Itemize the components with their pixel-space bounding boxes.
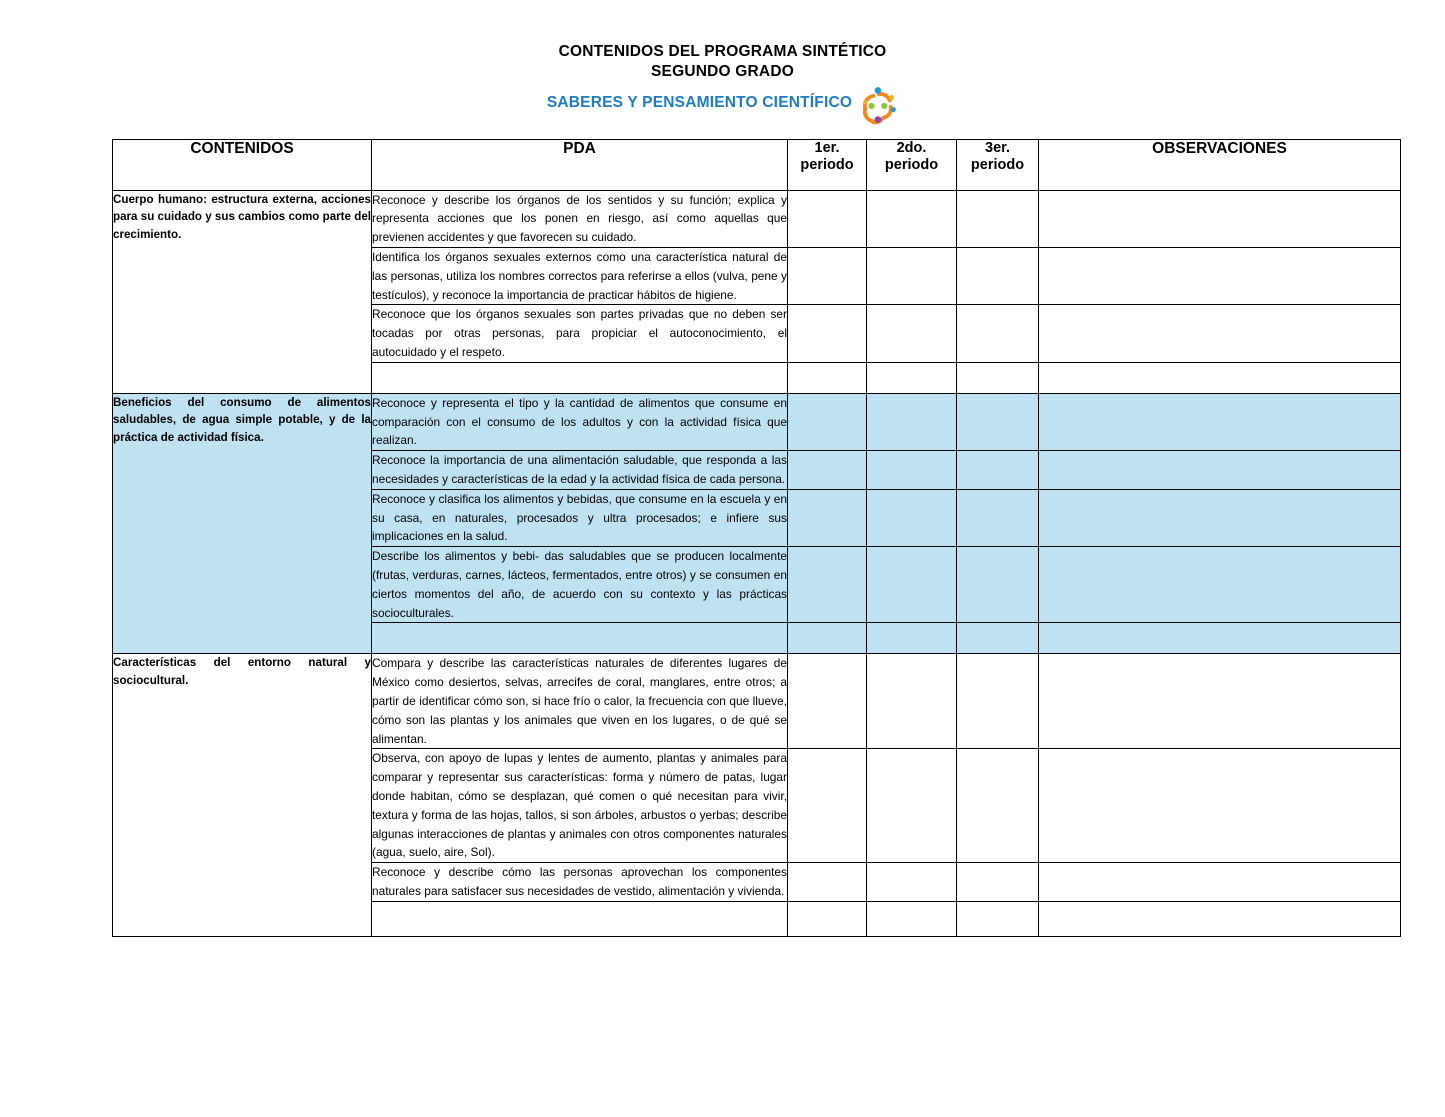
periodo-1-cell[interactable] (788, 863, 867, 902)
periodo-2-cell[interactable] (867, 393, 957, 450)
table-header (113, 139, 1401, 190)
column-header-contenidos: CONTENIDOS (113, 139, 372, 190)
column-header-periodo-3 (957, 139, 1039, 190)
table-row (113, 654, 1401, 749)
periodo-3-cell[interactable] (957, 749, 1039, 863)
contenido-cell: Características del entorno natural y sociocultural. (113, 654, 372, 936)
table-header-row (113, 139, 1401, 190)
observaciones-cell[interactable] (1039, 190, 1401, 247)
periodo-2-cell[interactable] (867, 248, 957, 305)
pda-cell: Reconoce la importancia de una alimentación saludable, que responda a las necesidades y características de la edad y la actividad física de cada persona. (372, 451, 788, 490)
periodo-2-cell[interactable] (867, 863, 957, 902)
column-header-periodo-2 (867, 139, 957, 190)
periodo-3-cell[interactable] (957, 654, 1039, 749)
column-header-observaciones: OBSERVACIONES (1039, 139, 1401, 190)
periodo-1-cell[interactable] (788, 654, 867, 749)
periodo-2-cell[interactable] (867, 489, 957, 546)
column-header-periodo-1 (788, 139, 867, 190)
observaciones-cell[interactable] (1039, 489, 1401, 546)
periodo-1-cell[interactable] (788, 623, 867, 654)
pda-cell: Identifica los órganos sexuales externos como una característica natural de las personas, utiliza los nombres correctos para referirse a ellos (vulva, pene y testículos), y reconoce la importancia de practicar hábitos de higiene. (372, 248, 788, 305)
table-row (113, 190, 1401, 247)
observaciones-cell[interactable] (1039, 393, 1401, 450)
periodo-2-cell[interactable] (867, 190, 957, 247)
pda-cell-empty (372, 901, 788, 936)
periodo-3-cell[interactable] (957, 489, 1039, 546)
document-title-line1: CONTENIDOS DEL PROGRAMA SINTÉTICO (558, 43, 887, 60)
periodo-2-cell[interactable] (867, 451, 957, 490)
periodo-2-cell[interactable] (867, 654, 957, 749)
pda-cell: Describe los alimentos y bebi- das saludables que se producen localmente (frutas, verduras, carnes, lácteos, fermentados, entre otros) y se consumen en ciertos momentos del año, de acuerdo con su contexto y las prácticas socioculturales. (372, 547, 788, 623)
periodo-1-cell[interactable] (788, 489, 867, 546)
pda-cell-empty (372, 623, 788, 654)
document-header (0, 0, 1445, 123)
pda-cell: Reconoce que los órganos sexuales son partes privadas que no deben ser tocadas por otras personas, para propiciar el autoconocimiento, el autocuidado y el respeto. (372, 305, 788, 362)
periodo-3-cell[interactable] (957, 863, 1039, 902)
observaciones-cell[interactable] (1039, 248, 1401, 305)
periodo-1-cell[interactable] (788, 248, 867, 305)
pda-cell: Reconoce y clasifica los alimentos y bebidas, que consume en la escuela y en su casa, en naturales, procesados y ultra procesados; e infiere sus implicaciones en la salud. (372, 489, 788, 546)
periodo-1-line1: 1er. (814, 139, 840, 156)
periodo-3-cell[interactable] (957, 362, 1039, 393)
document-subject-row (0, 83, 1445, 123)
periodo-1-cell[interactable] (788, 451, 867, 490)
contents-table (112, 139, 1401, 937)
periodo-2-line2: periodo (884, 156, 939, 173)
document-subject-title: SABERES Y PENSAMIENTO CIENTÍFICO (546, 93, 853, 111)
periodo-2-cell[interactable] (867, 305, 957, 362)
periodo-1-cell[interactable] (788, 901, 867, 936)
periodo-1-cell[interactable] (788, 305, 867, 362)
people-circle-logo-icon (856, 85, 898, 125)
periodo-1-cell[interactable] (788, 749, 867, 863)
periodo-3-cell[interactable] (957, 547, 1039, 623)
pda-cell: Observa, con apoyo de lupas y lentes de aumento, plantas y animales para comparar y representar sus características: forma y número de patas, lugar donde habitan, cómo se desplazan, qué comen o qué necesitan para vivir, textura y forma de las hojas, tallos, si son árboles, arbustos o yerbas; describe algunas interacciones de plantas y animales con otros componentes naturales (agua, suelo, aire, Sol). (372, 749, 788, 863)
document-title-line2: SEGUNDO GRADO (651, 62, 794, 80)
periodo-3-cell[interactable] (957, 190, 1039, 247)
pda-cell: Reconoce y describe los órganos de los sentidos y su función; explica y representa acciones que los ponen en riesgo, así como aquellas que previenen accidentes y que favorecen su cuidado. (372, 190, 788, 247)
pda-cell: Reconoce y representa el tipo y la cantidad de alimentos que consume en comparación con el consumo de los adultos y con la actividad física que realizan. (372, 393, 788, 450)
contenido-cell: Cuerpo humano: estructura externa, acciones para su cuidado y sus cambios como parte del crecimiento. (113, 190, 372, 393)
periodo-1-cell[interactable] (788, 190, 867, 247)
periodo-1-cell[interactable] (788, 393, 867, 450)
periodo-3-cell[interactable] (957, 901, 1039, 936)
observaciones-cell[interactable] (1039, 451, 1401, 490)
periodo-2-cell[interactable] (867, 362, 957, 393)
periodo-3-cell[interactable] (957, 393, 1039, 450)
contenido-cell: Beneficios del consumo de alimentos saludables, de agua simple potable, y de la práctica de actividad física. (113, 393, 372, 654)
table-row (113, 393, 1401, 450)
observaciones-cell[interactable] (1039, 654, 1401, 749)
observaciones-cell[interactable] (1039, 623, 1401, 654)
periodo-2-cell[interactable] (867, 623, 957, 654)
periodo-3-cell[interactable] (957, 451, 1039, 490)
periodo-3-cell[interactable] (957, 623, 1039, 654)
periodo-2-cell[interactable] (867, 901, 957, 936)
table-body (113, 190, 1401, 936)
periodo-2-line1: 2do. (896, 139, 927, 156)
observaciones-cell[interactable] (1039, 863, 1401, 902)
periodo-3-line2: periodo (970, 156, 1025, 173)
pda-cell-empty (372, 362, 788, 393)
periodo-2-cell[interactable] (867, 749, 957, 863)
periodo-1-cell[interactable] (788, 362, 867, 393)
observaciones-cell[interactable] (1039, 362, 1401, 393)
periodo-1-cell[interactable] (788, 547, 867, 623)
observaciones-cell[interactable] (1039, 749, 1401, 863)
observaciones-cell[interactable] (1039, 305, 1401, 362)
periodo-3-cell[interactable] (957, 305, 1039, 362)
periodo-2-cell[interactable] (867, 547, 957, 623)
periodo-1-line2: periodo (800, 156, 854, 173)
pda-cell: Compara y describe las características naturales de diferentes lugares de México como desiertos, selvas, arrecifes de coral, manglares, entre otros; a partir de identificar cómo son, si hace frío o calor, la frecuencia con que llueve, cómo son las plantas y los animales que viven en los lugares, o de qué se alimentan. (372, 654, 788, 749)
periodo-3-line1: 3er. (985, 139, 1010, 156)
pda-cell: Reconoce y describe cómo las personas aprovechan los componentes naturales para satisfacer sus necesidades de vestido, alimentación y vivienda. (372, 863, 788, 902)
periodo-3-cell[interactable] (957, 248, 1039, 305)
observaciones-cell[interactable] (1039, 901, 1401, 936)
column-header-pda: PDA (372, 139, 788, 190)
observaciones-cell[interactable] (1039, 547, 1401, 623)
contents-table-container (0, 139, 1445, 937)
